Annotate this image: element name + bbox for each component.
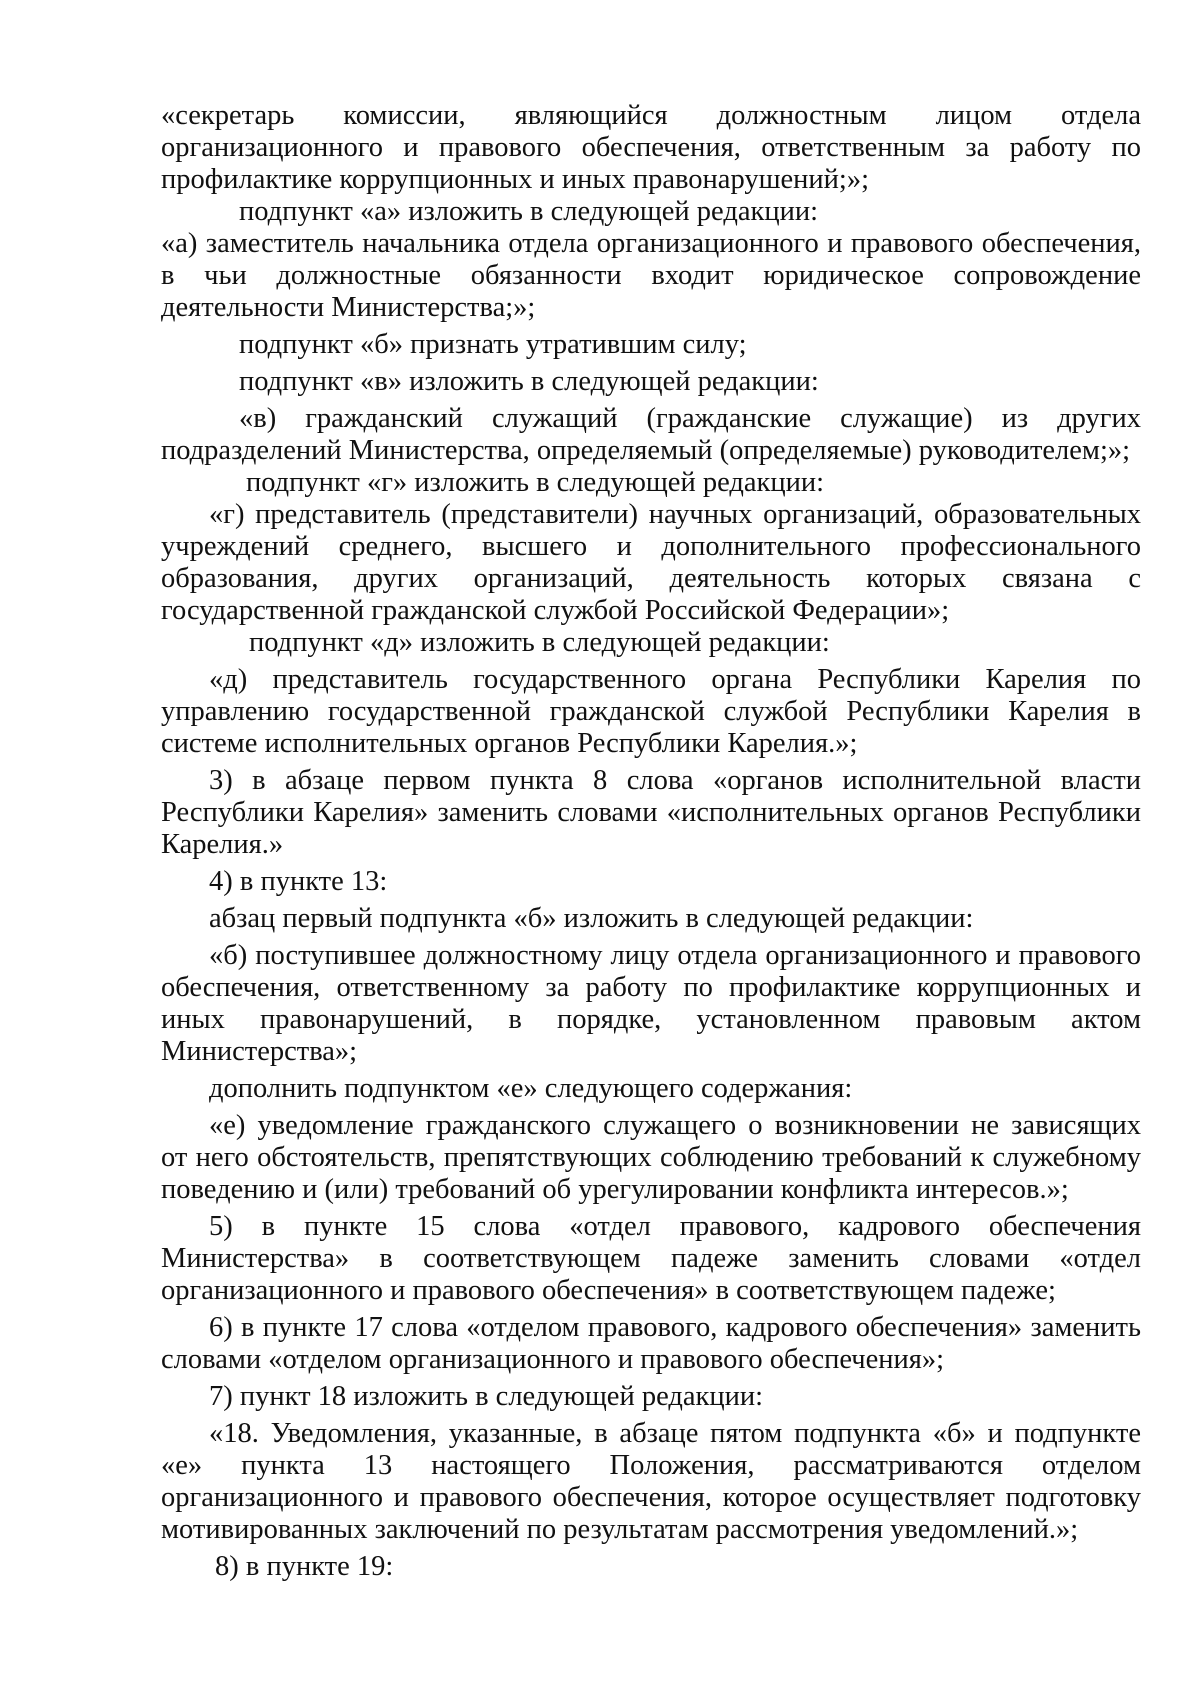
text-line: подпункт «в» изложить в следующей редакции: xyxy=(239,366,819,397)
text-line: 7) пункт 18 изложить в следующей редакции: xyxy=(209,1381,764,1412)
text-line: 3) в абзаце первом пункта 8 слова «органов исполнительной власти xyxy=(209,765,1141,796)
text-line: абзац первый подпункта «б» изложить в следующей редакции: xyxy=(209,903,974,934)
text-line: мотивированных заключений по результатам рассмотрения уведомлений.»; xyxy=(161,1514,1079,1545)
text-line: «е» пункта 13 настоящего Положения, рассматриваются отделом xyxy=(161,1450,1141,1481)
text-line: поведению и (или) требований об урегулировании конфликта интересов.»; xyxy=(161,1174,1069,1205)
text-line: в чьи должностные обязанности входит юридическое сопровождение xyxy=(161,260,1141,291)
text-line: подпункт «б» признать утратившим силу; xyxy=(239,329,747,360)
text-line: подпункт «г» изложить в следующей редакции: xyxy=(246,467,825,498)
text-line: подразделений Министерства, определяемый (определяемые) руководителем;»; xyxy=(161,435,1131,466)
text-line: Республики Карелия» заменить словами «исполнительных органов Республики xyxy=(161,797,1141,828)
text-line: Министерства» в соответствующем падеже заменить словами «отдел xyxy=(161,1243,1141,1274)
text-line: 4) в пункте 13: xyxy=(209,866,388,897)
text-line: подпункт «а» изложить в следующей редакции: xyxy=(239,196,818,227)
text-line: управлению государственной гражданской службой Республики Карелия в xyxy=(161,696,1141,727)
text-line: обеспечения, ответственному за работу по профилактике коррупционных и xyxy=(161,972,1141,1003)
text-line: Карелия.» xyxy=(161,829,284,860)
text-line: 5) в пункте 15 слова «отдел правового, кадрового обеспечения xyxy=(209,1211,1141,1242)
text-line: организационного и правового обеспечения, которое осуществляет подготовку xyxy=(161,1482,1141,1513)
text-line: «18. Уведомления, указанные, в абзаце пятом подпункта «б» и подпункте xyxy=(209,1418,1141,1449)
text-line: образования, других организаций, деятельность которых связана с xyxy=(161,563,1141,594)
text-line: 8) в пункте 19: xyxy=(215,1551,394,1582)
text-line: Министерства»; xyxy=(161,1036,358,1067)
text-line: словами «отделом организационного и правового обеспечения»; xyxy=(161,1344,945,1375)
text-line: учреждений среднего, высшего и дополнительного профессионального xyxy=(161,531,1141,562)
text-line: организационного и правового обеспечения, ответственным за работу по xyxy=(161,132,1141,163)
text-line: иных правонарушений, в порядке, установленном правовым актом xyxy=(161,1004,1141,1035)
text-line: государственной гражданской службой Российской Федерации»; xyxy=(161,595,950,626)
text-line: «г) представитель (представители) научных организаций, образовательных xyxy=(209,499,1141,530)
text-line: «секретарь комиссии, являющийся должностным лицом отдела xyxy=(161,100,1141,131)
text-line: 6) в пункте 17 слова «отделом правового, кадрового обеспечения» заменить xyxy=(209,1312,1141,1343)
text-line: «а) заместитель начальника отдела организационного и правового обеспечения, xyxy=(161,228,1141,259)
text-line: деятельности Министерства;»; xyxy=(161,292,536,323)
text-line: подпункт «д» изложить в следующей редакции: xyxy=(249,627,830,658)
text-line: от него обстоятельств, препятствующих соблюдению требований к служебному xyxy=(161,1142,1141,1173)
text-line: дополнить подпунктом «е» следующего содержания: xyxy=(209,1073,853,1104)
document-body xyxy=(161,100,1141,1583)
text-line: «д) представитель государственного органа Республики Карелия по xyxy=(209,664,1141,695)
text-line: «б) поступившее должностному лицу отдела организационного и правового xyxy=(209,940,1141,971)
text-line: организационного и правового обеспечения» в соответствующем падеже; xyxy=(161,1275,1056,1306)
text-line: «е) уведомление гражданского служащего о возникновении не зависящих xyxy=(209,1110,1141,1141)
text-line: профилактике коррупционных и иных правонарушений;»; xyxy=(161,164,870,195)
text-line: системе исполнительных органов Республики Карелия.»; xyxy=(161,728,858,759)
text-line: «в) гражданский служащий (гражданские служащие) из других xyxy=(239,403,1141,434)
